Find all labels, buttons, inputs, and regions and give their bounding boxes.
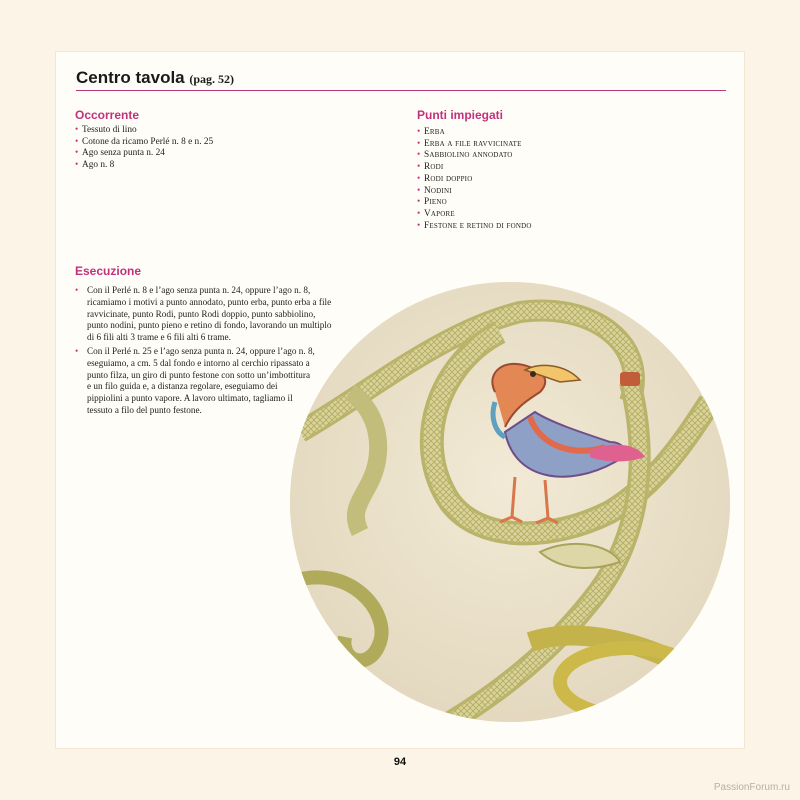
esecuzione-heading: Esecuzione: [75, 264, 142, 278]
page-number: 94: [393, 756, 407, 768]
punti-list: [417, 127, 717, 232]
list-item: • Tessuto di lino: [75, 125, 375, 137]
punti-heading: Punti impiegati: [417, 108, 504, 122]
embroidery-illustration: [290, 282, 730, 722]
list-item: • Ago n. 8: [75, 160, 375, 172]
title-text: Centro tavola: [76, 68, 185, 87]
occorrente-list: [75, 125, 375, 172]
list-item: • Sabbiolino annodato: [417, 150, 717, 162]
step-1: • Con il Perlé n. 8 e l’ago senza punta n. 24, oppure l’ago n. 8, ricamiamo i motivi a punto annodato, punto erba, punto erba a file ravvicinate, punto Rodi, punto Rodi doppio, punto sabbiolino, punto nodini, punto pieno e retino di fondo, lavorando un multiplo di 6 fili alti 3 trame e 6 fili alti 6 trame.: [75, 285, 337, 344]
watermark: PassionForum.ru: [713, 782, 790, 793]
embroidery-photo: [290, 282, 730, 722]
occorrente-heading: Occorrente: [75, 108, 140, 122]
title-row: [76, 68, 726, 91]
list-item: • Pieno: [417, 197, 717, 209]
list-item: • Rodi: [417, 162, 717, 174]
list-item: • Festone e retino di fondo: [417, 221, 717, 233]
list-item: • Ago senza punta n. 24: [75, 148, 375, 160]
page-title: [76, 68, 234, 88]
stem-band: [620, 372, 640, 386]
list-item: • Erba: [417, 127, 717, 139]
page-reference: (pag. 52): [189, 72, 235, 86]
esecuzione-steps: [75, 285, 337, 419]
list-item: • Cotone da ricamo Perlé n. 8 e n. 25: [75, 137, 375, 149]
list-item: • Nodini: [417, 186, 717, 198]
list-item: • Rodi doppio: [417, 174, 717, 186]
list-item: • Erba a file ravvicinate: [417, 139, 717, 151]
step-2: • Con il Perlé n. 25 e l’ago senza punta n. 24, oppure l’ago n. 8, eseguiamo, a cm. 5 dal fondo e intorno al cerchio ripassato a punto filza, un giro di punto festone con sotto un’imbottitura e un filo guida e, a distanza regolare, eseguiamo dei pippiolini a punto vapore. A lavoro ultimato, tagliamo il tessuto a filo del punto festone.: [75, 346, 315, 417]
list-item: • Vapore: [417, 209, 717, 221]
